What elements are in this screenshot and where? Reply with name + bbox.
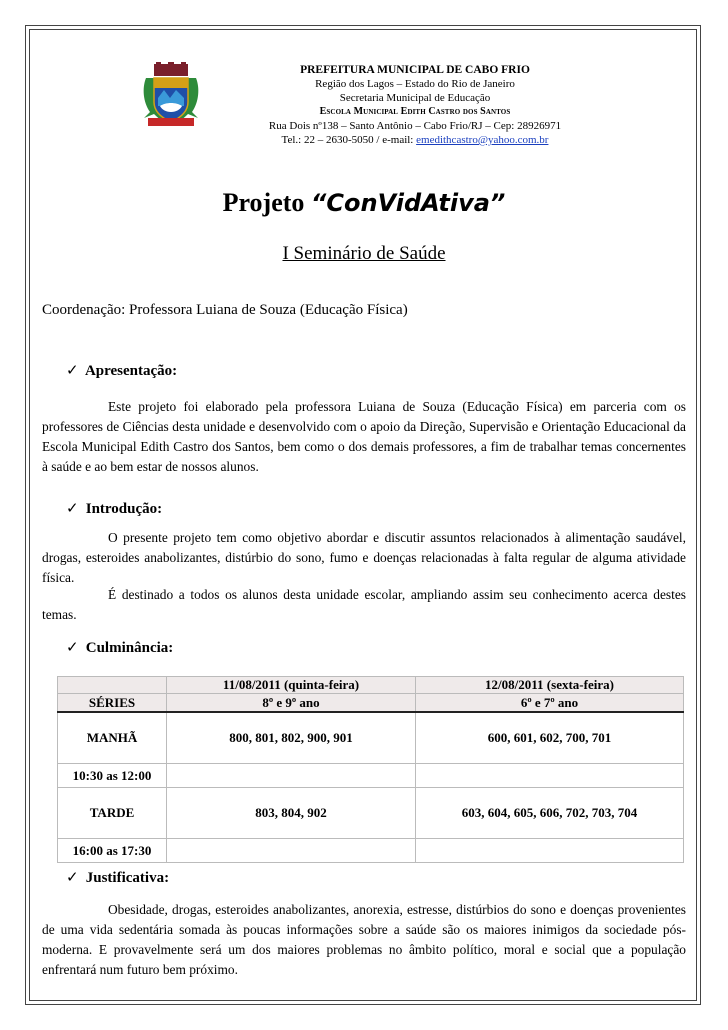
table-cell-empty: [167, 839, 416, 863]
afternoon-day1-classes: 803, 804, 902: [167, 788, 416, 839]
series-label: SÉRIES: [58, 694, 167, 713]
heading-introducao: [66, 499, 162, 518]
morning-day1-classes: 800, 801, 802, 900, 901: [167, 712, 416, 764]
letterhead-region: Região dos Lagos – Estado do Rio de Janeiro: [315, 78, 515, 90]
afternoon-label: TARDE: [58, 788, 167, 839]
morning-day2-classes: 600, 601, 602, 700, 701: [416, 712, 684, 764]
check-icon: ✓: [66, 501, 79, 517]
letterhead-address: Rua Dois nº138 – Santo Antônio – Cabo Frio/RJ – Cep: 28926971: [268, 120, 562, 132]
table-row: [58, 764, 684, 788]
table-row: [58, 839, 684, 863]
table-row: [58, 788, 684, 839]
heading-justificativa: [66, 868, 169, 887]
project-subtitle: I Seminário de Saúde: [282, 243, 446, 264]
heading-apresentacao: [66, 361, 177, 380]
table-row: [58, 677, 684, 694]
letterhead-title: PREFEITURA MUNICIPAL DE CABO FRIO: [300, 64, 530, 76]
check-icon: ✓: [66, 640, 79, 656]
letterhead-phone: Tel.: 22 – 2630-5050 / e-mail:: [281, 134, 417, 146]
email-link[interactable]: emedithcastro@yahoo.com.br: [416, 134, 549, 146]
table-row: [58, 712, 684, 764]
coordination-line: Coordenação: Professora Luiana de Souza (Educação Física): [42, 302, 408, 318]
introducao-paragraph-2: [42, 585, 686, 625]
day2-grades: 6º e 7º ano: [416, 694, 684, 713]
table-cell-empty: [58, 677, 167, 694]
afternoon-time: 16:00 as 17:30: [58, 839, 167, 863]
project-title: [0, 188, 728, 218]
justificativa-text: Obesidade, drogas, esteroides anabolizantes, anorexia, estresse, distúrbios do sono e doenças provenientes de uma vida sedentária somada às poucas informações sobre a saúde são os maiores inimigos da sociedade pós-moderna. E provavelmente será um dos maiores problemas no âmbito político, moral e social que a população enfrentará num futuro bem próximo.: [42, 902, 686, 977]
table-row: [58, 694, 684, 713]
heading-apresentacao-label: Apresentação:: [84, 363, 178, 379]
introducao-paragraph-1: [42, 528, 686, 588]
afternoon-day2-classes: 603, 604, 605, 606, 702, 703, 704: [416, 788, 684, 839]
letterhead-contact: [210, 133, 620, 147]
day1-grades: 8º e 9º ano: [167, 694, 416, 713]
justificativa-paragraph: [42, 900, 686, 980]
header-day2: 12/08/2011 (sexta-feira): [416, 677, 684, 694]
heading-culminancia-label: Culminância:: [85, 640, 174, 656]
letterhead: [210, 63, 620, 147]
coat-of-arms-logo: [140, 62, 202, 130]
heading-justificativa-label: Justificativa:: [85, 870, 170, 886]
morning-time: 10:30 as 12:00: [58, 764, 167, 788]
header-day1: 11/08/2011 (quinta-feira): [167, 677, 416, 694]
table-cell-empty: [416, 839, 684, 863]
check-icon: ✓: [66, 363, 79, 379]
heading-culminancia: [66, 638, 173, 657]
morning-label: MANHÃ: [58, 712, 167, 764]
schedule-table: [57, 676, 684, 863]
apresentacao-text: Este projeto foi elaborado pela professora Luiana de Souza (Educação Física) em parceria com os professores de Ciências desta unidade e desenvolvido com o apoio da Direção, Supervisão e Orientação Educacional da Escola Municipal Edith Castro dos Santos, bem como o dos demais professores, a fim de trabalhar temas concernentes à saúde e ao bem estar de nossos alunos.: [42, 399, 686, 474]
heading-introducao-label: Introdução:: [85, 501, 163, 517]
project-title-name: “ConVidAtiva”: [310, 189, 506, 217]
table-cell-empty: [167, 764, 416, 788]
introducao-text-2: É destinado a todos os alunos desta unidade escolar, ampliando assim seu conhecimento acerca destes temas.: [42, 587, 686, 622]
apresentacao-paragraph: [42, 397, 686, 477]
letterhead-school: Escola Municipal Edith Castro dos Santos: [319, 106, 511, 117]
letterhead-secretariat: Secretaria Municipal de Educação: [339, 92, 491, 104]
introducao-text-1: O presente projeto tem como objetivo abordar e discutir assuntos relacionados à alimentação saudável, drogas, esteroides anabolizantes, distúrbio do sono, fumo e doenças relacionadas à falta regular de alguma atividade física.: [42, 530, 686, 585]
check-icon: ✓: [66, 870, 79, 886]
project-title-prefix: Projeto: [222, 188, 311, 217]
table-cell-empty: [416, 764, 684, 788]
